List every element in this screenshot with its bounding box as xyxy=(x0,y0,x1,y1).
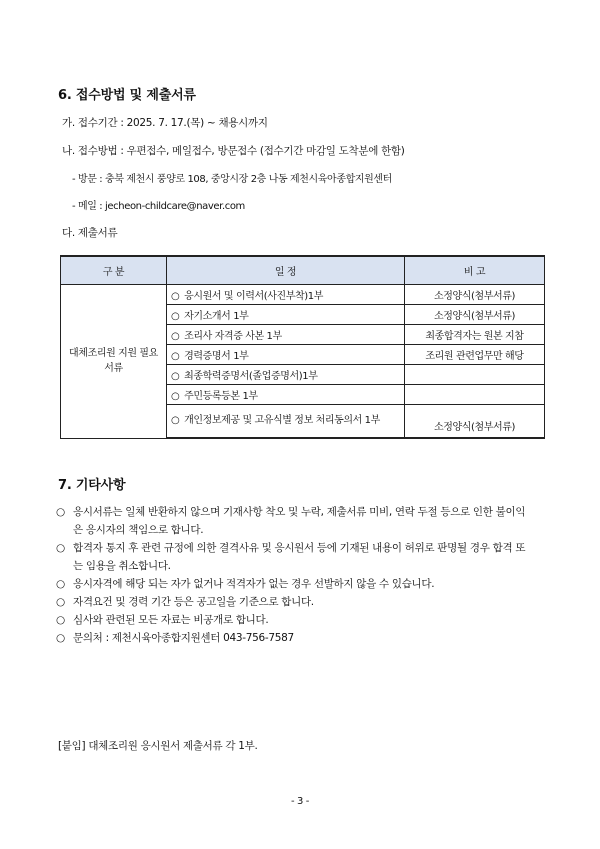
item-cell xyxy=(167,305,405,325)
note-cell: 소정양식(첨부서류) xyxy=(405,305,545,325)
notice-list xyxy=(56,503,533,647)
circle-mark: ○ xyxy=(171,331,180,342)
note-cell xyxy=(405,385,545,405)
period-line: 가. 접수기간 : 2025. 7. 17.(목) ~ 채용시까지 xyxy=(62,117,268,129)
circle-bullet-icon: ○ xyxy=(56,632,65,644)
note-cell: 소정양식(첨부서류) xyxy=(405,285,545,305)
item-text: 경력증명서 1부 xyxy=(184,351,249,362)
page-number: - 3 - xyxy=(291,796,309,807)
item-text: 자기소개서 1부 xyxy=(184,311,249,322)
circle-bullet-icon: ○ xyxy=(56,596,65,608)
section6-title: 6. 접수방법 및 제출서류 xyxy=(58,88,196,103)
list-item-text: 자격요건 및 경력 기간 등은 공고일을 기준으로 합니다. xyxy=(73,596,314,608)
category-label: 대체조리원 지원 필요서류 xyxy=(69,348,158,375)
table-row xyxy=(61,285,545,305)
list-item-text: 합격자 통지 후 관련 규정에 의한 결격사유 및 응시원서 등에 기재된 내용이 허위로 판명될 경우 합격 또는 임용을 취소합니다. xyxy=(73,542,526,572)
list-item xyxy=(56,629,533,647)
list-item xyxy=(56,575,533,593)
item-cell xyxy=(167,325,405,345)
item-cell xyxy=(167,285,405,305)
attachment-note: [붙임] 대체조리원 응시원서 제출서류 각 1부. xyxy=(58,740,258,752)
circle-bullet-icon: ○ xyxy=(56,578,65,590)
item-text: 주민등록등본 1부 xyxy=(184,391,258,402)
circle-mark: ○ xyxy=(171,351,180,362)
circle-bullet-icon: ○ xyxy=(56,614,65,626)
header-category: 구 분 xyxy=(61,256,167,285)
note-cell: 소정양식(첨부서류) xyxy=(405,405,545,439)
list-item xyxy=(56,593,533,611)
item-cell xyxy=(167,385,405,405)
section7-title: 7. 기타사항 xyxy=(58,478,126,493)
circle-bullet-icon: ○ xyxy=(56,542,65,554)
item-cell xyxy=(167,345,405,365)
documents-table xyxy=(60,255,545,439)
docs-label: 다. 제출서류 xyxy=(62,227,118,239)
list-item xyxy=(56,503,533,539)
list-item-text: 문의처 : 제천시육아종합지원센터 043-756-7587 xyxy=(73,632,294,644)
list-item-text: 응시자격에 해당 되는 자가 없거나 적격자가 없는 경우 선발하지 않을 수 있습니다. xyxy=(73,578,435,590)
item-text: 개인정보제공 및 고유식별 정보 처리동의서 1부 xyxy=(184,415,380,426)
list-item xyxy=(56,539,533,575)
item-cell xyxy=(167,405,405,439)
circle-mark: ○ xyxy=(171,415,180,426)
note-cell: 조리원 관련업무만 해당 xyxy=(405,345,545,365)
item-text: 응시원서 및 이력서(사진부착)1부 xyxy=(184,291,324,302)
circle-mark: ○ xyxy=(171,371,180,382)
category-cell xyxy=(61,285,167,439)
header-item: 일 정 xyxy=(167,256,405,285)
note-cell: 최종합격자는 원본 지참 xyxy=(405,325,545,345)
circle-bullet-icon: ○ xyxy=(56,506,65,518)
circle-mark: ○ xyxy=(171,311,180,322)
circle-mark: ○ xyxy=(171,391,180,402)
circle-mark: ○ xyxy=(171,291,180,302)
item-text: 최종학력증명서(졸업증명서)1부 xyxy=(184,371,318,382)
header-note: 비 고 xyxy=(405,256,545,285)
list-item xyxy=(56,611,533,629)
item-cell xyxy=(167,365,405,385)
list-item-text: 응시서류는 일체 반환하지 않으며 기재사항 착오 및 누락, 제출서류 미비, 연락 두절 등으로 인한 불이익은 응시자의 책임으로 합니다. xyxy=(73,506,526,536)
method-line: 나. 접수방법 : 우편접수, 메일접수, 방문접수 (접수기간 마감일 도착분에 한함) xyxy=(62,145,405,157)
item-text: 조리사 자격증 사본 1부 xyxy=(184,331,282,342)
note-cell xyxy=(405,365,545,385)
list-item-text: 심사와 관련된 모든 자료는 비공개로 합니다. xyxy=(73,614,269,626)
visit-line: - 방문 : 충북 제천시 풍양로 108, 중앙시장 2층 나동 제천시육아종합지원센터 xyxy=(72,174,392,185)
table-header-row xyxy=(61,256,545,285)
email-line: - 메일 : jecheon-childcare@naver.com xyxy=(72,201,245,212)
